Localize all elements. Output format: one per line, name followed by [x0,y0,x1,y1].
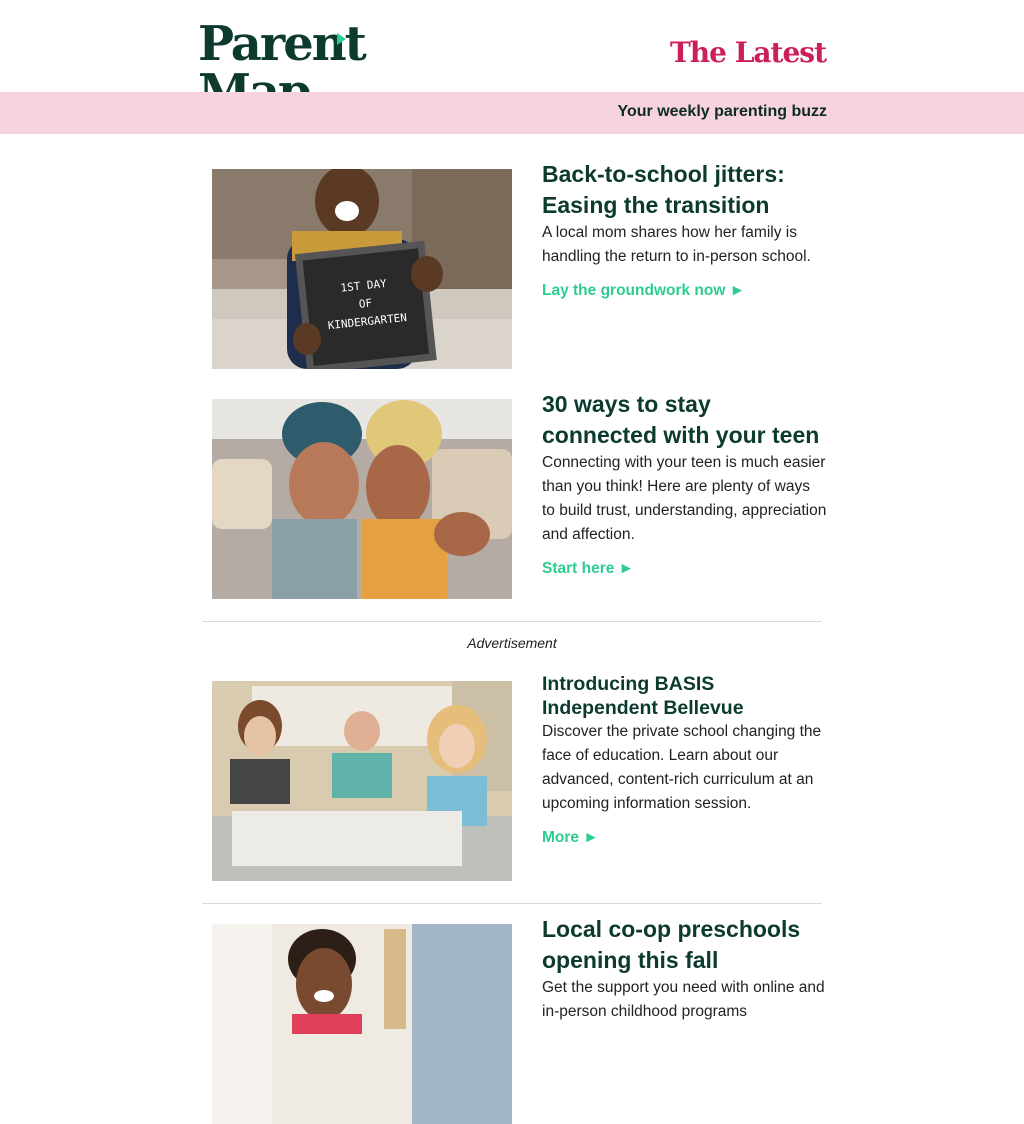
article-text [542,914,827,1024]
kindergarten-photo-illustration [212,169,512,369]
divider [202,621,822,622]
tagline-text: Your weekly parenting buzz [617,103,827,120]
ad-headline[interactable]: Introducing BASIS Independent Bellevue [542,673,744,719]
teen-photo-illustration [212,399,512,599]
article-headline[interactable]: 30 ways to stay connected with your teen [542,391,820,448]
section-title: The Latest [669,36,826,69]
logo-play-icon [337,33,346,45]
ad-text [542,672,827,850]
article-description: A local mom shares how her family is handling the return to in-person school. [542,224,811,265]
ad-image-classroom[interactable] [212,681,512,881]
article-text [542,389,827,581]
sign-line-2: OF [358,296,373,311]
article-text [542,159,827,303]
classroom-photo-illustration [212,681,512,881]
tagline-banner [0,92,1024,134]
preschool-photo-illustration [212,924,512,1124]
article-headline[interactable]: Back-to-school jitters: Easing the transition [542,161,785,218]
sign-line-1: 1ST DAY [339,276,388,295]
start-here-link[interactable]: Start here ► [542,560,635,577]
advertisement-label: Advertisement [467,635,557,651]
sign-line-3: KINDERGARTEN [327,310,408,333]
divider [202,903,822,904]
ad-description: Discover the private school changing the face of education. Learn about our advanced, content-rich curriculum at an upcoming information session. [542,723,822,812]
article-image-preschool[interactable] [212,924,512,1124]
more-link[interactable]: More ► [542,829,599,846]
article-description: Connecting with your teen is much easier than you think! Here are plenty of ways to build trust, understanding, appreciation and affection. [542,454,827,543]
article-description: Get the support you need with online and in-person childhood programs [542,979,825,1020]
article-headline[interactable]: Local co-op preschools opening this fall [542,916,801,973]
lay-groundwork-link[interactable]: Lay the groundwork now ► [542,282,746,299]
logo-text-parent: Parent [198,16,365,72]
article-image-teen[interactable] [212,399,512,599]
article-image-kindergarten[interactable] [212,169,512,369]
